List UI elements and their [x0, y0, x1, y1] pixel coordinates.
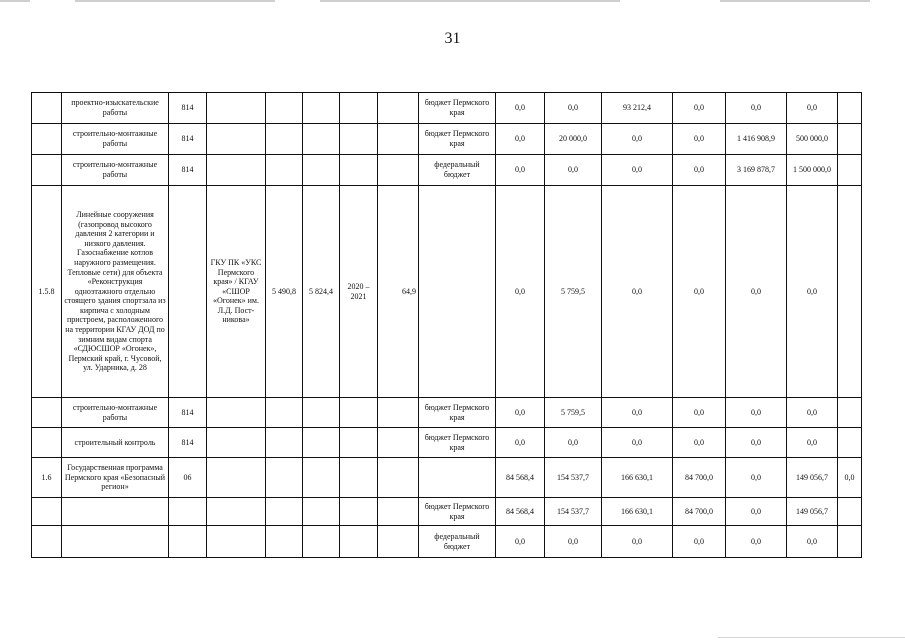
row-name-cell	[62, 498, 169, 526]
value-cell-6: 149 056,7	[787, 498, 838, 526]
value-cell-3: 0,0	[602, 398, 673, 428]
row-name-cell: строительный контроль	[62, 428, 169, 458]
admin-code-cell: 814	[169, 428, 207, 458]
period-cell	[340, 124, 378, 155]
funding-source-cell: федеральный бюджет	[419, 155, 496, 186]
value-cell-7	[838, 498, 862, 526]
value-cell-3: 93 212,4	[602, 93, 673, 124]
top-edge-line	[720, 0, 870, 2]
cost-cell	[303, 398, 340, 428]
value-cell-4: 0,0	[673, 526, 726, 558]
value-cell-3: 0,0	[602, 428, 673, 458]
organization-cell	[207, 428, 266, 458]
value-cell-7	[838, 398, 862, 428]
value-cell-6: 0,0	[787, 526, 838, 558]
funding-source-cell: федеральный бюджет	[419, 526, 496, 558]
row-code-cell	[32, 155, 62, 186]
value-cell-7: 0,0	[838, 458, 862, 498]
organization-cell	[207, 124, 266, 155]
value-cell-2: 0,0	[545, 428, 602, 458]
period-cell	[340, 458, 378, 498]
value-cell-2: 0,0	[545, 155, 602, 186]
organization-cell: ГКУ ПК «УКС Пермского края» / КГАУ «СШОР «Огонек» им. Л.Д. Пост-никова»	[207, 186, 266, 398]
row-code-cell: 1.6	[32, 458, 62, 498]
funding-source-cell	[419, 458, 496, 498]
value-cell-1: 0,0	[496, 186, 545, 398]
capacity-cell	[266, 428, 303, 458]
value-cell-4: 84 700,0	[673, 498, 726, 526]
value-cell-3: 0,0	[602, 124, 673, 155]
value-cell-7	[838, 186, 862, 398]
page-number: 31	[444, 30, 461, 47]
value-cell-1: 84 568,4	[496, 458, 545, 498]
value-cell-1: 0,0	[496, 93, 545, 124]
value-cell-2: 0,0	[545, 526, 602, 558]
top-edge-line	[0, 0, 30, 2]
cost-cell	[303, 428, 340, 458]
value-cell-5: 3 169 878,7	[726, 155, 787, 186]
value-cell-7	[838, 526, 862, 558]
row-name-cell: проектно-изыскательские работы	[62, 93, 169, 124]
row-code-cell: 1.5.8	[32, 186, 62, 398]
value-cell-5: 0,0	[726, 498, 787, 526]
readiness-cell	[378, 428, 419, 458]
period-cell	[340, 526, 378, 558]
table-row	[32, 458, 862, 498]
program-table	[31, 92, 862, 558]
cost-cell	[303, 93, 340, 124]
value-cell-4: 0,0	[673, 428, 726, 458]
capacity-cell	[266, 458, 303, 498]
table-row	[32, 155, 862, 186]
organization-cell	[207, 458, 266, 498]
readiness-cell	[378, 526, 419, 558]
row-name-cell: строительно-монтажные работы	[62, 155, 169, 186]
funding-source-cell	[419, 186, 496, 398]
bottom-edge-line	[718, 637, 905, 638]
value-cell-4: 0,0	[673, 398, 726, 428]
period-cell	[340, 93, 378, 124]
organization-cell	[207, 155, 266, 186]
readiness-cell	[378, 458, 419, 498]
capacity-cell	[266, 398, 303, 428]
period-cell	[340, 398, 378, 428]
readiness-cell	[378, 398, 419, 428]
value-cell-6: 0,0	[787, 186, 838, 398]
capacity-cell	[266, 498, 303, 526]
row-code-cell	[32, 428, 62, 458]
readiness-cell: 64,9	[378, 186, 419, 398]
value-cell-1: 0,0	[496, 398, 545, 428]
top-edge-line	[320, 0, 620, 2]
organization-cell	[207, 526, 266, 558]
readiness-cell	[378, 93, 419, 124]
organization-cell	[207, 93, 266, 124]
value-cell-5: 0,0	[726, 398, 787, 428]
value-cell-6: 500 000,0	[787, 124, 838, 155]
capacity-cell	[266, 93, 303, 124]
value-cell-4: 0,0	[673, 155, 726, 186]
period-cell	[340, 428, 378, 458]
row-name-cell	[62, 526, 169, 558]
table-row	[32, 398, 862, 428]
value-cell-3: 166 630,1	[602, 498, 673, 526]
value-cell-1: 0,0	[496, 428, 545, 458]
cost-cell	[303, 498, 340, 526]
row-code-cell	[32, 124, 62, 155]
period-cell	[340, 498, 378, 526]
value-cell-3: 0,0	[602, 526, 673, 558]
organization-cell	[207, 398, 266, 428]
table-row	[32, 526, 862, 558]
capacity-cell	[266, 124, 303, 155]
value-cell-2: 154 537,7	[545, 498, 602, 526]
value-cell-5: 0,0	[726, 93, 787, 124]
row-code-cell	[32, 498, 62, 526]
value-cell-6: 0,0	[787, 428, 838, 458]
value-cell-6: 0,0	[787, 398, 838, 428]
value-cell-5: 0,0	[726, 186, 787, 398]
capacity-cell: 5 490,8	[266, 186, 303, 398]
value-cell-4: 84 700,0	[673, 458, 726, 498]
value-cell-4: 0,0	[673, 124, 726, 155]
value-cell-6: 1 500 000,0	[787, 155, 838, 186]
top-edge-line	[75, 0, 275, 2]
table-row	[32, 498, 862, 526]
period-cell	[340, 155, 378, 186]
table-row	[32, 93, 862, 124]
row-code-cell	[32, 398, 62, 428]
admin-code-cell: 814	[169, 124, 207, 155]
funding-source-cell: бюджет Пермского края	[419, 398, 496, 428]
value-cell-7	[838, 124, 862, 155]
value-cell-5: 0,0	[726, 458, 787, 498]
value-cell-2: 0,0	[545, 93, 602, 124]
value-cell-3: 0,0	[602, 155, 673, 186]
table-row	[32, 186, 862, 398]
table-row	[32, 124, 862, 155]
value-cell-1: 84 568,4	[496, 498, 545, 526]
funding-source-cell: бюджет Пермского края	[419, 498, 496, 526]
value-cell-3: 0,0	[602, 186, 673, 398]
value-cell-4: 0,0	[673, 186, 726, 398]
readiness-cell	[378, 498, 419, 526]
row-name-cell: Государственная программа Пермского края «Безопасный регион»	[62, 458, 169, 498]
cost-cell	[303, 124, 340, 155]
value-cell-7	[838, 93, 862, 124]
value-cell-6: 149 056,7	[787, 458, 838, 498]
admin-code-cell: 814	[169, 155, 207, 186]
value-cell-6: 0,0	[787, 93, 838, 124]
value-cell-2: 5 759,5	[545, 186, 602, 398]
value-cell-5: 0,0	[726, 428, 787, 458]
value-cell-5: 0,0	[726, 526, 787, 558]
table-row	[32, 428, 862, 458]
row-name-cell: строительно-монтажные работы	[62, 124, 169, 155]
funding-source-cell: бюджет Пермского края	[419, 124, 496, 155]
value-cell-7	[838, 428, 862, 458]
admin-code-cell	[169, 526, 207, 558]
value-cell-7	[838, 155, 862, 186]
capacity-cell	[266, 155, 303, 186]
value-cell-2: 5 759,5	[545, 398, 602, 428]
admin-code-cell	[169, 186, 207, 398]
organization-cell	[207, 498, 266, 526]
admin-code-cell	[169, 498, 207, 526]
row-name-cell: Линейные сооружения (газопровод высокого давления 2 категории и низкого давления. Газоснабжение котлов наружного размещения. Тепловые сети) для объекта «Реконструкция одноэтажного отдельно стоящего здания спортзала из кирпича с холодным пристроем, расположенного на территории КГАУ ДОД по зимним видам спорта «СДЮСШОР «Огонек», Пермский край, г. Чусовой, ул. Ударника, д. 28	[62, 186, 169, 398]
readiness-cell	[378, 155, 419, 186]
value-cell-3: 166 630,1	[602, 458, 673, 498]
admin-code-cell: 06	[169, 458, 207, 498]
cost-cell	[303, 526, 340, 558]
cost-cell	[303, 458, 340, 498]
value-cell-4: 0,0	[673, 93, 726, 124]
value-cell-1: 0,0	[496, 155, 545, 186]
value-cell-1: 0,0	[496, 526, 545, 558]
readiness-cell	[378, 124, 419, 155]
value-cell-1: 0,0	[496, 124, 545, 155]
capacity-cell	[266, 526, 303, 558]
cost-cell	[303, 155, 340, 186]
value-cell-2: 20 000,0	[545, 124, 602, 155]
row-name-cell: строительно-монтажные работы	[62, 398, 169, 428]
funding-source-cell: бюджет Пермского края	[419, 428, 496, 458]
funding-source-cell: бюджет Пермского края	[419, 93, 496, 124]
value-cell-2: 154 537,7	[545, 458, 602, 498]
value-cell-5: 1 416 908,9	[726, 124, 787, 155]
cost-cell: 5 824,4	[303, 186, 340, 398]
row-code-cell	[32, 93, 62, 124]
period-cell: 2020 – 2021	[340, 186, 378, 398]
admin-code-cell: 814	[169, 93, 207, 124]
admin-code-cell: 814	[169, 398, 207, 428]
row-code-cell	[32, 526, 62, 558]
